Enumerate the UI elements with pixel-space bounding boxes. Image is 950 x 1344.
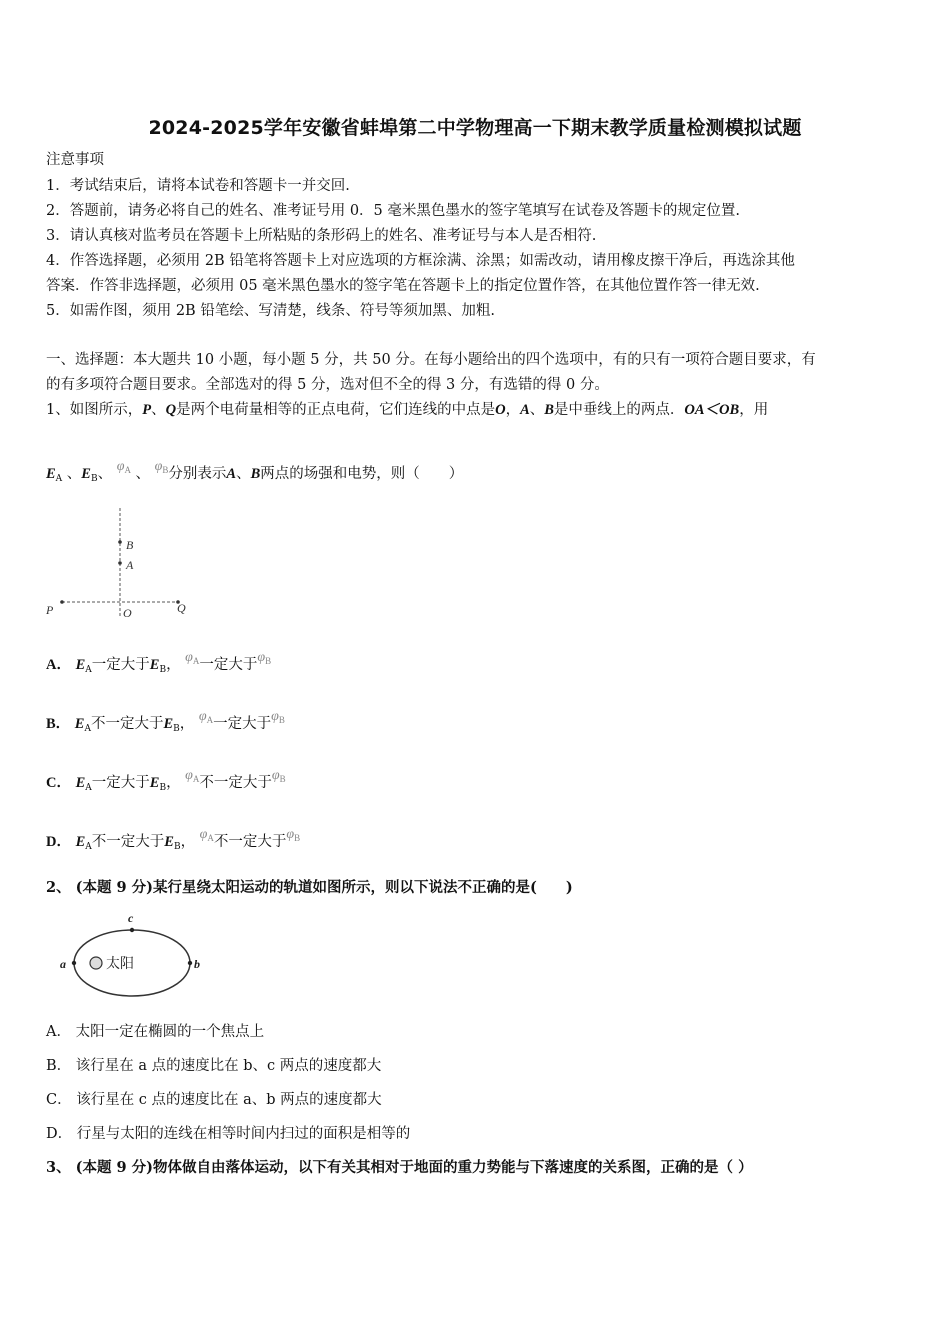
q1-option-b: B． $E_A$不一定大于$E_B$， $\varphi_A$一定大于$\varphi_B$	[46, 709, 285, 734]
q1-charge-diagram	[40, 500, 200, 625]
q1-stem-line2: $E_A$ 、$E_B$、 $\varphi_A$ 、 $\varphi_B$分别表示A、B两点的场强和电势，则（ ）	[46, 459, 464, 484]
notice-item: 1．考试结束后，请将本试卷和答题卡一并交回.	[46, 178, 350, 194]
point-b	[118, 540, 122, 544]
label-c: c	[128, 911, 134, 925]
point-c	[130, 928, 134, 932]
label-a: A	[126, 558, 134, 572]
label-b: b	[194, 957, 200, 971]
label-a: a	[60, 957, 66, 971]
section-instructions-line2: 的有多项符合题目要求。全部选对的得 5 分，选对但不全的得 3 分，有选错的得 0 分。	[46, 377, 609, 393]
section-instructions-line1: 一、选择题：本大题共 10 小题，每小题 5 分，共 50 分。在每小题给出的四个选项中，有的只有一项符合题目要求，有	[46, 352, 816, 368]
label-o: O	[123, 606, 132, 620]
point-b	[188, 961, 192, 965]
notice-heading: 注意事项	[46, 152, 104, 168]
page-title: 2024-2025学年安徽省蚌埠第二中学物理高一下期末教学质量检测模拟试题	[148, 117, 802, 139]
point-a	[118, 561, 122, 565]
q2-option-c: C． 该行星在 c 点的速度比在 a、b 两点的速度都大	[46, 1092, 382, 1108]
q3-stem: 3、 (本题 9 分)物体做自由落体运动，以下有关其相对于地面的重力势能与下落速度的关系图，正确的是（ ）	[46, 1159, 753, 1176]
q2-option-b: B． 该行星在 a 点的速度比在 b、c 两点的速度都大	[46, 1058, 382, 1074]
notice-item: 3．请认真核对监考员在答题卡上所粘贴的条形码上的姓名、准考证号与本人是否相符.	[46, 228, 597, 244]
q2-stem: 2、 (本题 9 分)某行星绕太阳运动的轨道如图所示，则以下说法不正确的是( )	[46, 879, 573, 896]
phi-a-symbol: $\varphi_A$	[116, 459, 131, 475]
notice-item: 2．答题前，请务必将自己的姓名、准考证号用 0．5 毫米黑色墨水的签字笔填写在试卷及答题卡的规定位置.	[46, 203, 740, 219]
q2-option-d: D． 行星与太阳的连线在相等时间内扫过的面积是相等的	[46, 1126, 411, 1142]
q1-option-a: A． $E_A$一定大于$E_B$， $\varphi_A$一定大于$\varphi_B$	[46, 650, 272, 675]
notice-item: 4．作答选择题，必须用 2B 铅笔将答题卡上对应选项的方框涂满、涂黑；如需改动，请用橡皮擦干净后，再选涂其他	[46, 253, 795, 269]
label-q: Q	[177, 601, 186, 615]
charge-p	[60, 600, 64, 604]
label-b: B	[126, 538, 134, 552]
point-a	[72, 961, 76, 965]
notice-item: 答案．作答非选择题，必须用 05 毫米黑色墨水的签字笔在答题卡上的指定位置作答，在其他位置作答一律无效.	[46, 278, 760, 294]
q1-option-d: D． $E_A$不一定大于$E_B$， $\varphi_A$不一定大于$\varphi_B$	[46, 827, 301, 852]
sun-icon	[90, 957, 102, 969]
label-p: P	[46, 603, 54, 617]
sun-label: 太阳	[106, 957, 134, 972]
notice-item: 5．如需作图，须用 2B 铅笔绘、写清楚，线条、符号等须加黑、加粗.	[46, 303, 495, 319]
q1-option-c: C． $E_A$一定大于$E_B$， $\varphi_A$不一定大于$\varphi_B$	[46, 768, 286, 793]
q2-orbit-diagram	[50, 910, 220, 1005]
q1-stem-line1: 1、如图所示，P、Q是两个电荷量相等的正点电荷，它们连线的中点是O，A、B是中垂线上的两点．OA＜OB，用	[46, 402, 769, 418]
q2-option-a: A． 太阳一定在椭圆的一个焦点上	[46, 1024, 265, 1040]
phi-b-symbol: $\varphi_B$	[154, 459, 169, 475]
